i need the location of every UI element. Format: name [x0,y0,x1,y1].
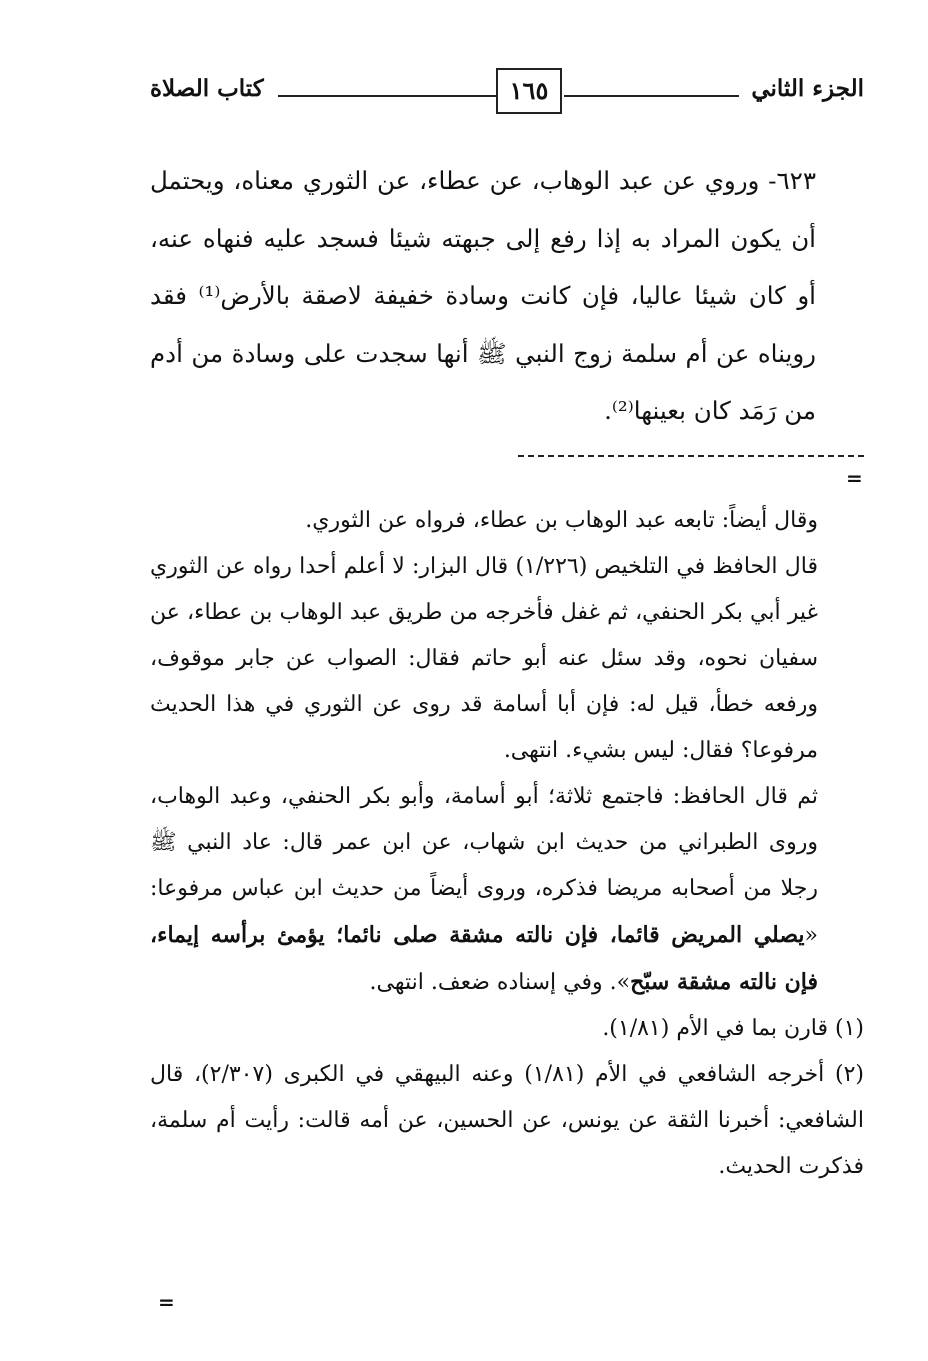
volume-title: الجزء الثاني [751,75,864,102]
header-rule-left [278,95,496,97]
note-continuation-2: قال الحافظ في التلخيص (١/٢٢٦) قال البزار: لا أعلم أحدا رواه عن الثوري غير أبي بكر الحنفي، ثم غفل فأخرجه من طريق عبد الوهاب بن عطاء، عن سفيان نحوه، وقد سئل عنه أبو حاتم فقال: الصواب عن جابر موقوف، ورفعه خطأ، قيل له: فإن أبا أسامة قد روى عن الثوري في هذا الحديث مرفوعا؟ فقال: ليس بشيء. انتهى. [150,554,819,763]
page-header [150,62,864,122]
paragraph-623: ٦٢٣- وروي عن عبد الوهاب، عن عطاء، عن الثوري معناه، ويحتمل أن يكون المراد به إذا رفع إلى جبهته شيئا فسجد عليه فنهاه عنه، أو كان شيئا عاليا، فإن كانت وسادة خفيفة لاصقة بالأرض⁽¹⁾ فقد رويناه عن أم سلمة زوج النبي ﷺ أنها سجدت على وسادة من أدم من رَمَد كان بعينها⁽²⁾. [150,166,816,425]
header-rule-right [564,95,739,97]
note-3-end: ». وفي إسناده ضعف. انتهى. [369,970,631,995]
continuation-mark-bottom: = [158,1290,175,1314]
note-3-intro: ثم قال الحافظ: فاجتمع ثلاثة؛ أبو أسامة، وأبو بكر الحنفي، وعبد الوهاب، وروى الطبراني من حديث ابن شهاب، عن ابن عمر قال: عاد النبي ﷺ رجلا من أصحابه مريضا فذكره، وروى أيضاً من حديث ابن عباس مرفوعا: « [150,784,818,948]
main-text [150,152,862,440]
note-3-hadith: يصلي المريض قائما، فإن نالته مشقة صلى نائما؛ يؤمئ برأسه إيماء، فإن نالته مشقة سبّح [150,922,818,995]
footnote-separator [518,455,864,457]
chapter-title: كتاب الصلاة [150,75,264,102]
footnote-2: (٢) أخرجه الشافعي في الأم (١/٨١) وعنه البيهقي في الكبرى (٢/٣٠٧)، قال الشافعي: أخبرنا الثقة عن يونس، عن الحسين، عن أمه قالت: رأيت أم سلمة، فذكرت الحديث. [150,1062,864,1179]
note-continuation-1: وقال أيضاً: تابعه عبد الوهاب بن عطاء، فرواه عن الثوري. [305,508,818,533]
footnote-1: (١) قارن بما في الأم (١/٨١). [602,1016,864,1041]
footnotes [150,498,864,1190]
continuation-mark-top: = [846,466,863,490]
page-number: ١٦٥ [496,68,562,114]
note-continuation-3 [150,774,864,1006]
